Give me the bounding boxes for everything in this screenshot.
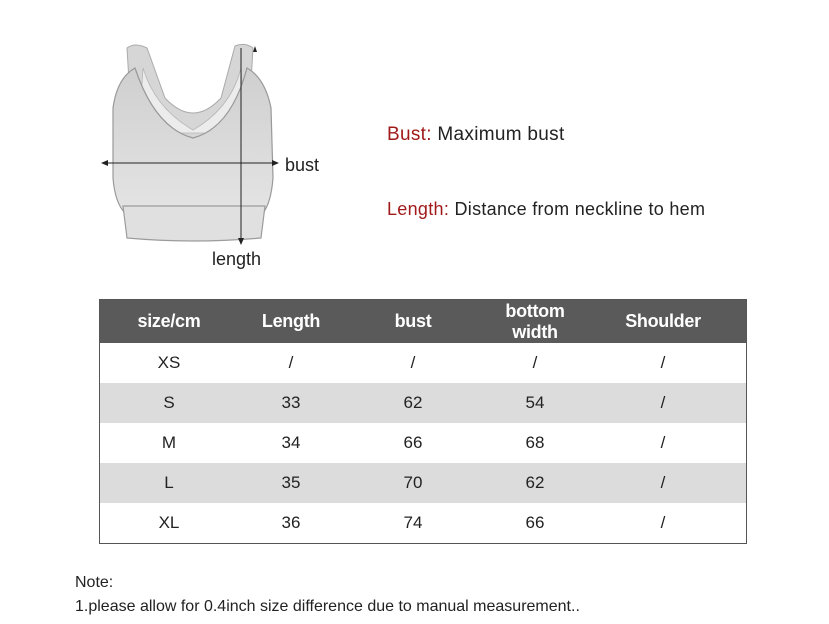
sports-bra-drawing [95, 38, 295, 278]
header-bust: bust [394, 311, 432, 331]
cell-bottom-width: / [532, 353, 538, 372]
table-header-row [100, 300, 746, 343]
bust-description: Maximum bust [437, 124, 565, 145]
cell-shoulder: / [660, 393, 666, 412]
cell-bottom-width: 54 [525, 393, 545, 412]
cell-shoulder: / [660, 513, 666, 532]
cell-bust: 66 [403, 433, 423, 452]
bust-term: Bust: [387, 124, 432, 145]
header-length: Length [261, 311, 321, 331]
cell-length: / [288, 353, 294, 372]
cell-length: 34 [281, 433, 301, 452]
cell-size: M [161, 433, 177, 452]
cell-shoulder: / [660, 473, 666, 492]
cell-shoulder: / [660, 433, 666, 452]
table-row [100, 423, 746, 463]
length-term: Length: [387, 199, 450, 219]
length-definition [387, 199, 705, 220]
cell-bottom-width: 68 [525, 433, 545, 452]
cell-size: XL [158, 513, 180, 532]
length-label: length [212, 249, 262, 269]
cell-size: L [164, 473, 174, 492]
note-text: 1.please allow for 0.4inch size difference due to manual measurement.. [75, 598, 580, 615]
cell-length: 36 [281, 513, 301, 532]
cell-length: 35 [281, 473, 301, 492]
table-row [100, 343, 746, 383]
header-size: size/cm [137, 311, 201, 331]
sports-bra-illustration [95, 38, 295, 278]
cell-bust: 74 [403, 513, 423, 532]
cell-bottom-width: 62 [525, 473, 545, 492]
bust-definition [387, 124, 565, 146]
table-row [100, 503, 746, 543]
cell-bust: 62 [403, 393, 423, 412]
size-chart-table [99, 299, 747, 544]
cell-bust: 70 [403, 473, 423, 492]
cell-length: 33 [281, 393, 301, 412]
header-bottom-width: bottom width [505, 300, 565, 342]
cell-shoulder: / [660, 353, 666, 372]
table-row [100, 463, 746, 503]
cell-bust: / [410, 353, 416, 372]
header-shoulder: Shoulder [625, 311, 701, 331]
note-title: Note: [75, 574, 114, 591]
cell-bottom-width: 66 [525, 513, 545, 532]
bust-label: bust [285, 155, 320, 175]
length-description: Distance from neckline to hem [454, 199, 706, 219]
cell-size: S [163, 393, 175, 412]
table-row [100, 383, 746, 423]
cell-size: XS [157, 353, 181, 372]
